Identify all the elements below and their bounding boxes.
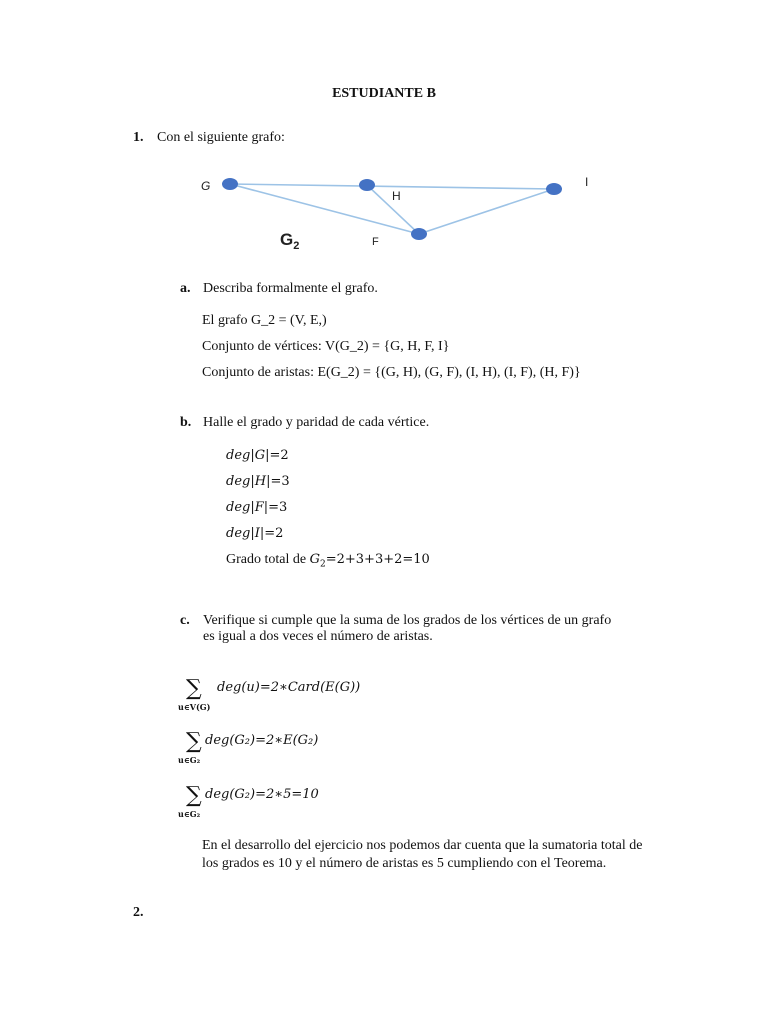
graph-name-main: G: [280, 230, 294, 249]
label-i: I: [585, 175, 589, 189]
part-a-line-2: Conjunto de vértices: V(G_2) = {G, H, F, I}: [202, 339, 450, 354]
label-h: H: [392, 189, 401, 203]
node-h: [359, 179, 375, 191]
edge-i-f: [419, 189, 554, 234]
degree-f: deg|F|=3: [226, 500, 288, 515]
edge-g-f: [230, 184, 419, 234]
formula-2-expr: deg(G₂)=2∗E(G₂): [205, 733, 319, 748]
node-g: [222, 178, 238, 190]
node-f: [411, 228, 427, 240]
part-c-prompt-line-1: Verifique si cumple que la suma de los grados de los vértices de un grafo: [203, 613, 612, 628]
formula-3-expr: deg(G₂)=2∗5=10: [205, 787, 319, 802]
part-a-line-1: El grafo G_2 = (V, E,): [202, 313, 327, 328]
document-title: ESTUDIANTE B: [332, 86, 436, 101]
label-g: G: [201, 179, 211, 193]
graph-name: [280, 230, 299, 252]
question-1-number: 1.: [133, 130, 144, 145]
node-i: [546, 183, 562, 195]
graph-name-sub: 2: [293, 240, 300, 252]
question-1-text: Con el siguiente grafo:: [157, 130, 285, 145]
total-degree: Grado total de $G_2=2+3+3+2=10$: [226, 552, 430, 570]
graph-figure: [190, 168, 610, 263]
label-f: F: [372, 236, 379, 248]
part-a-line-3: Conjunto de aristas: E(G_2) = {(G, H), (G, F), (I, H), (I, F), (H, F)}: [202, 365, 581, 380]
part-a-letter: a.: [180, 281, 191, 296]
part-b-prompt: Halle el grado y paridad de cada vértice.: [203, 415, 430, 430]
part-c-prompt-line-2: es igual a dos veces el número de aristas.: [203, 629, 433, 644]
part-a-prompt: Describa formalmente el grafo.: [203, 281, 378, 296]
degree-g: deg|G|=2: [226, 448, 289, 463]
conclusion-paragraph: En el desarrollo del ejercicio nos podemos dar cuenta que la sumatoria total de los grados es 10 y el número de aristas es 5 cumpliendo con el Teorema.: [202, 838, 643, 871]
part-c-letter: c.: [180, 613, 190, 628]
formula-1-expr: deg(u)=2∗Card(E(G)): [217, 680, 361, 695]
degree-h: deg|H|=3: [226, 474, 290, 489]
part-b-letter: b.: [180, 415, 192, 430]
question-2-number: 2.: [133, 905, 144, 920]
degree-i: deg|I|=2: [226, 526, 284, 541]
